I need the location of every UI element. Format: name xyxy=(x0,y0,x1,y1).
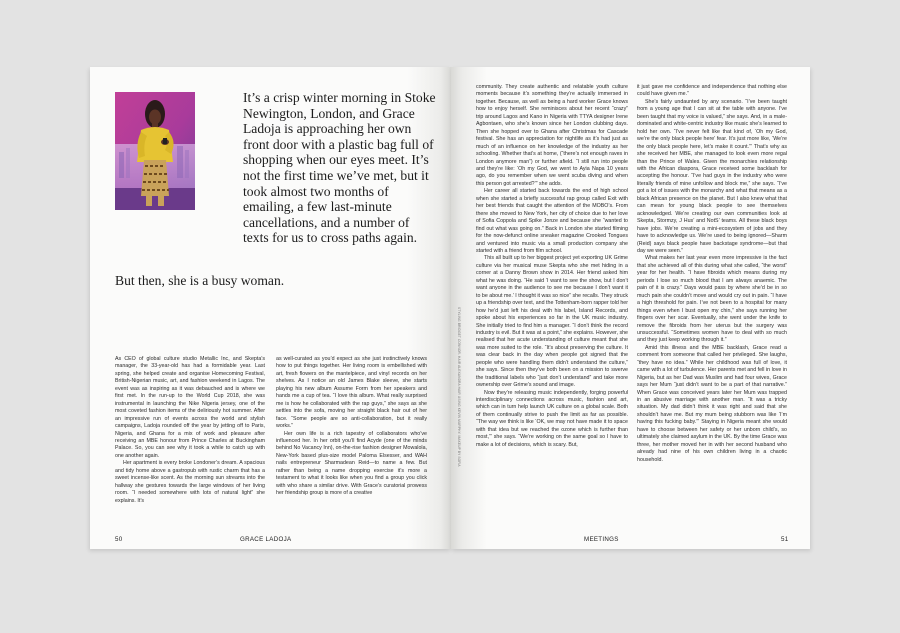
right-page-column-2 xyxy=(637,84,787,464)
body-paragraph: community. They create authentic and relatable youth culture moments because it’s something they’re actually immersed in together. Because, as well as being a hard worker Grace knows how to enjoy herself. She reminisces about her recent “crazy” trip around Lagos and Kano in Nigeria with TTYA designer Irene Agbontaen, who she’s known since her London clubbing days. Then she hopped over to Ghana after Christmas for Cascade festival. She has an appreciation for nightlife as it’s had just as much of an influence on her knowledge of the industry as her schooling. Whether that’s at home, (“there’s not enough raves in London anymore man”) or further afield. “I still run into people and they’re like: ‘Oh my God, we went to Ayia Napa 10 years ago, do you remember when we went scuba diving and when this person got arrested?’” she adds. xyxy=(476,84,628,187)
body-paragraph: as well-curated as you’d expect as she just instinctively knows how to put things together. Her living room is embellished with art, fresh flowers on the mantelpiece, and vinyl records on her shelves. As I notice an old James Blake sleeve, she starts playing his new album Assume Form from her speakers and hands me a cup of tea. “I love this album. What really surprised me is how he collaborated with the rap guys,” she says as she settles into the sofa, moving her straight black hair out of her face. “Some people are so anti-collaboration, but it really works.” xyxy=(276,356,427,430)
body-paragraph: Her apartment is every broke Londoner’s dream. A spacious and tidy home above a gastropub with rustic charm that has a sweet incense-like scent. As the morning sun streams into the hallway she gestures towards the large windows of her living room. “I needed somewhere with lots of natural light” she explains. It’s xyxy=(115,460,265,504)
body-paragraph: it just gave me confidence and independence that nothing else could have given me.” xyxy=(637,84,787,98)
body-paragraph: She’s fairly undaunted by any scenario. “I’ve been taught from a young age that I can sit at the table with anyone. I’ve been taught that my voice is valued,” she says. And, in a male-dominated and white-centric industry like music she’s learned to hold her own. “I’ve never felt like that kind of, ‘Oh my God, we’re the only black people here’ fear. It’s just more like, ‘We’re the only black people here, let’s make it count.’” That’s why as she received her MBE, she managed to look even more regal than the Prince of Wales. Given the monarchies relationship with the African diaspora, Grace received some backlash for accepting the honour. “I’ve had guys in the industry who were literally friends of mine unfollow and block me,” she says. “I’ve got a lot of issues with the monarchy and what that means as a black African presence on the planet. But I also knew what that can mean for young black people to see themselves acknowledged. We’re creating our own communities look at Skepta, Stormzy, J Hus’ and NotS’ teams. All these black boys have jobs. We’re creating a mini-ecosystem of jobs and they have to acknowledge us. We’re used to being ignored—Sharm (Reid) says black people have backstage syndrome—but that day we were seen.” xyxy=(637,98,787,254)
running-head: MEETINGS xyxy=(584,536,619,543)
lede-closing-line: But then, she is a busy woman. xyxy=(115,273,285,288)
left-page xyxy=(90,67,451,549)
left-page-column-2 xyxy=(276,356,427,498)
body-paragraph: Her career all started back towards the end of high school when she started a briefly successful rap group called Exit with her best friends that caught the attention of the MOBO’s. From there she moved to New York, her city of choice due to her love of Sofia Coppola and Spike Jonze and because she “wanted to find out what was going on.” Back in London she started filming for the now-defunct online sneaker magazine Crooked Tongues and ventured into music via a small production company she started with a friend from film school. xyxy=(476,188,628,254)
page-number: 51 xyxy=(781,536,789,543)
right-page xyxy=(451,67,810,549)
photo-credit-vertical xyxy=(457,307,463,547)
portrait-photo xyxy=(115,92,195,210)
magazine-spread xyxy=(90,67,810,549)
body-paragraph: Now they’re releasing music independently, forging powerful interdisciplinary connections across music, fashion and art, which can in turn help launch UK culture on a global scale. Both of them continually strive to push the limit as far as possible. “The way we think is like ‘OK, we may not have made it to space with that idea but we reached the ozone which is further than most,’” she says. “We’re working on the same goal so I have to make a lot of decisions, which is scary. But, xyxy=(476,389,628,448)
page-number: 50 xyxy=(115,536,123,543)
body-paragraph: This all built up to her biggest project yet exporting UK Grime culture via her musical muse Skepta who she met hiding in a corner at a Danny Brown show in 2014. Her friend asked him what he was doing. “He said ‘I want to see the show, but I don’t want anyone in the audience to see me because I don’t want it to be about me.’ I thought it was so nice” she recalls. They struck up a friendship over text, and the Tottenham-born rapper told her how he’d just left his deal with his label, Island Records, and spoke about his experiences so far in the UK music industry. She initially tried to find him a manager. “I don’t think the record industry is evil. But it was at a point,” she explains. However, she realised that her acute understanding of culture meant that she was more suited to the role. “It’s about preserving the culture. It was clear back in the day when people got signed that the people who were handling them didn’t understand the culture,” she says. Since then they’ve both been on a mission to swerve the traditional labels who “just don’t understand” and take more ownership over Grime’s sound and image. xyxy=(476,255,628,389)
running-head: GRACE LADOJA xyxy=(240,536,292,543)
lede-paragraph: It’s a crisp winter morning in Stoke Newington, London, and Grace Ladoja is approaching her own front door with a plastic bag full of shopping when our eyes meet. It’s not the first time we’ve met, but it took almost two months of emailing, a few last-minute cancellations, and a number of texts for us to cross paths again. xyxy=(243,90,436,246)
body-paragraph: Her own life is a rich tapestry of collaborators who’ve influenced her. In her orbit you’ll find Acyde (one of the minds behind No Vacancy Inn), on-the-rise fashion designer Mowalola, New-York based plus-size model Paloma Elsesser, and WAH nails entrepreneur Sharmadean Reid—to name a few. But rather than being a name dropping exercise it’s more a testament to what it looks like when you find a group you click with who share a similar drive. With Grace’s curatorial prowess her friendship group is more of a creative xyxy=(276,430,427,497)
body-paragraph: As CEO of global culture studio Metallic Inc, and Skepta’s manager, the 33-year-old has had a formidable year. Last spring, she helped create and organise Homecoming Festival, British-Nigerian music, art, and fashion weekend in Lagos. The event was as inspiring as it was debauched and is where we first met. In the run-up to the World Cup 2018, she was instrumental in launching the Nike Nigeria jersey, one of the most coveted fashion items of the deliriously hot summer. After an impressive run of events across the world and stylish campaigns, Ladoja rounded off the year by jetting off to Paris, Nigeria, and Ghana for a mix of work and pleasure after receiving an MBE honour from Prince Charles at Buckingham Palace. So, you can see why it took a while to catch up with one another again. xyxy=(115,356,265,459)
body-paragraph: What makes her last year even more impressive is the fact that she achieved all of this during what she called, “the worst” year for her health. “I have fibroids which means during my periods I lose so much blood that I am always anaemic. The pain of it is crazy.” Days would pass by where she’d be in so much pain she couldn’t move and would cry out in pain. “I have a high threshold for pain. I’ve not been to a hospital for many things even when I bust open my chin,” she says running her fingers over her scar. Eventually, she went under the knife to remove the fibroids from her uterus but the surgery was unsuccessful. “Sometimes women have to deal with so much and they just keep working through it.” xyxy=(637,255,787,344)
body-paragraph: Amid this illness and the MBE backlash, Grace read a comment from someone that called her privileged. She laughs, “they have no idea.” While her childhood was full of love, it came with a lot of turbulence. Her parents met and fell in love in Nigeria, but as her Dad was Muslim and had four wives, Grace says her Mum “just didn’t want to be a part of that narrative.” When Grace was conceived years later her Mum was trapped in an abusive marriage with another man. “It was a tricky situation. My dad didn’t think it was right and said that she shouldn’t have me. But my mum being stubborn was like ‘I’m having this fucking baby.’” Staying in Nigeria meant she would have to choose between her safety or her unborn child’s, so ultimately she claimed asylum in the UK. By the time Grace was three, her mother moved her in with her second husband who already had nine of his own children living in a chaotic household. xyxy=(637,344,787,463)
left-page-column-1 xyxy=(115,356,265,505)
photo-credit-text: STYLING BRIDGET CONNOR. HAIR ALEXANDRA HAIR USING KEVIN MURPHY. MAKEUP BY SOFIA xyxy=(457,307,461,467)
right-page-column-1 xyxy=(476,84,628,449)
